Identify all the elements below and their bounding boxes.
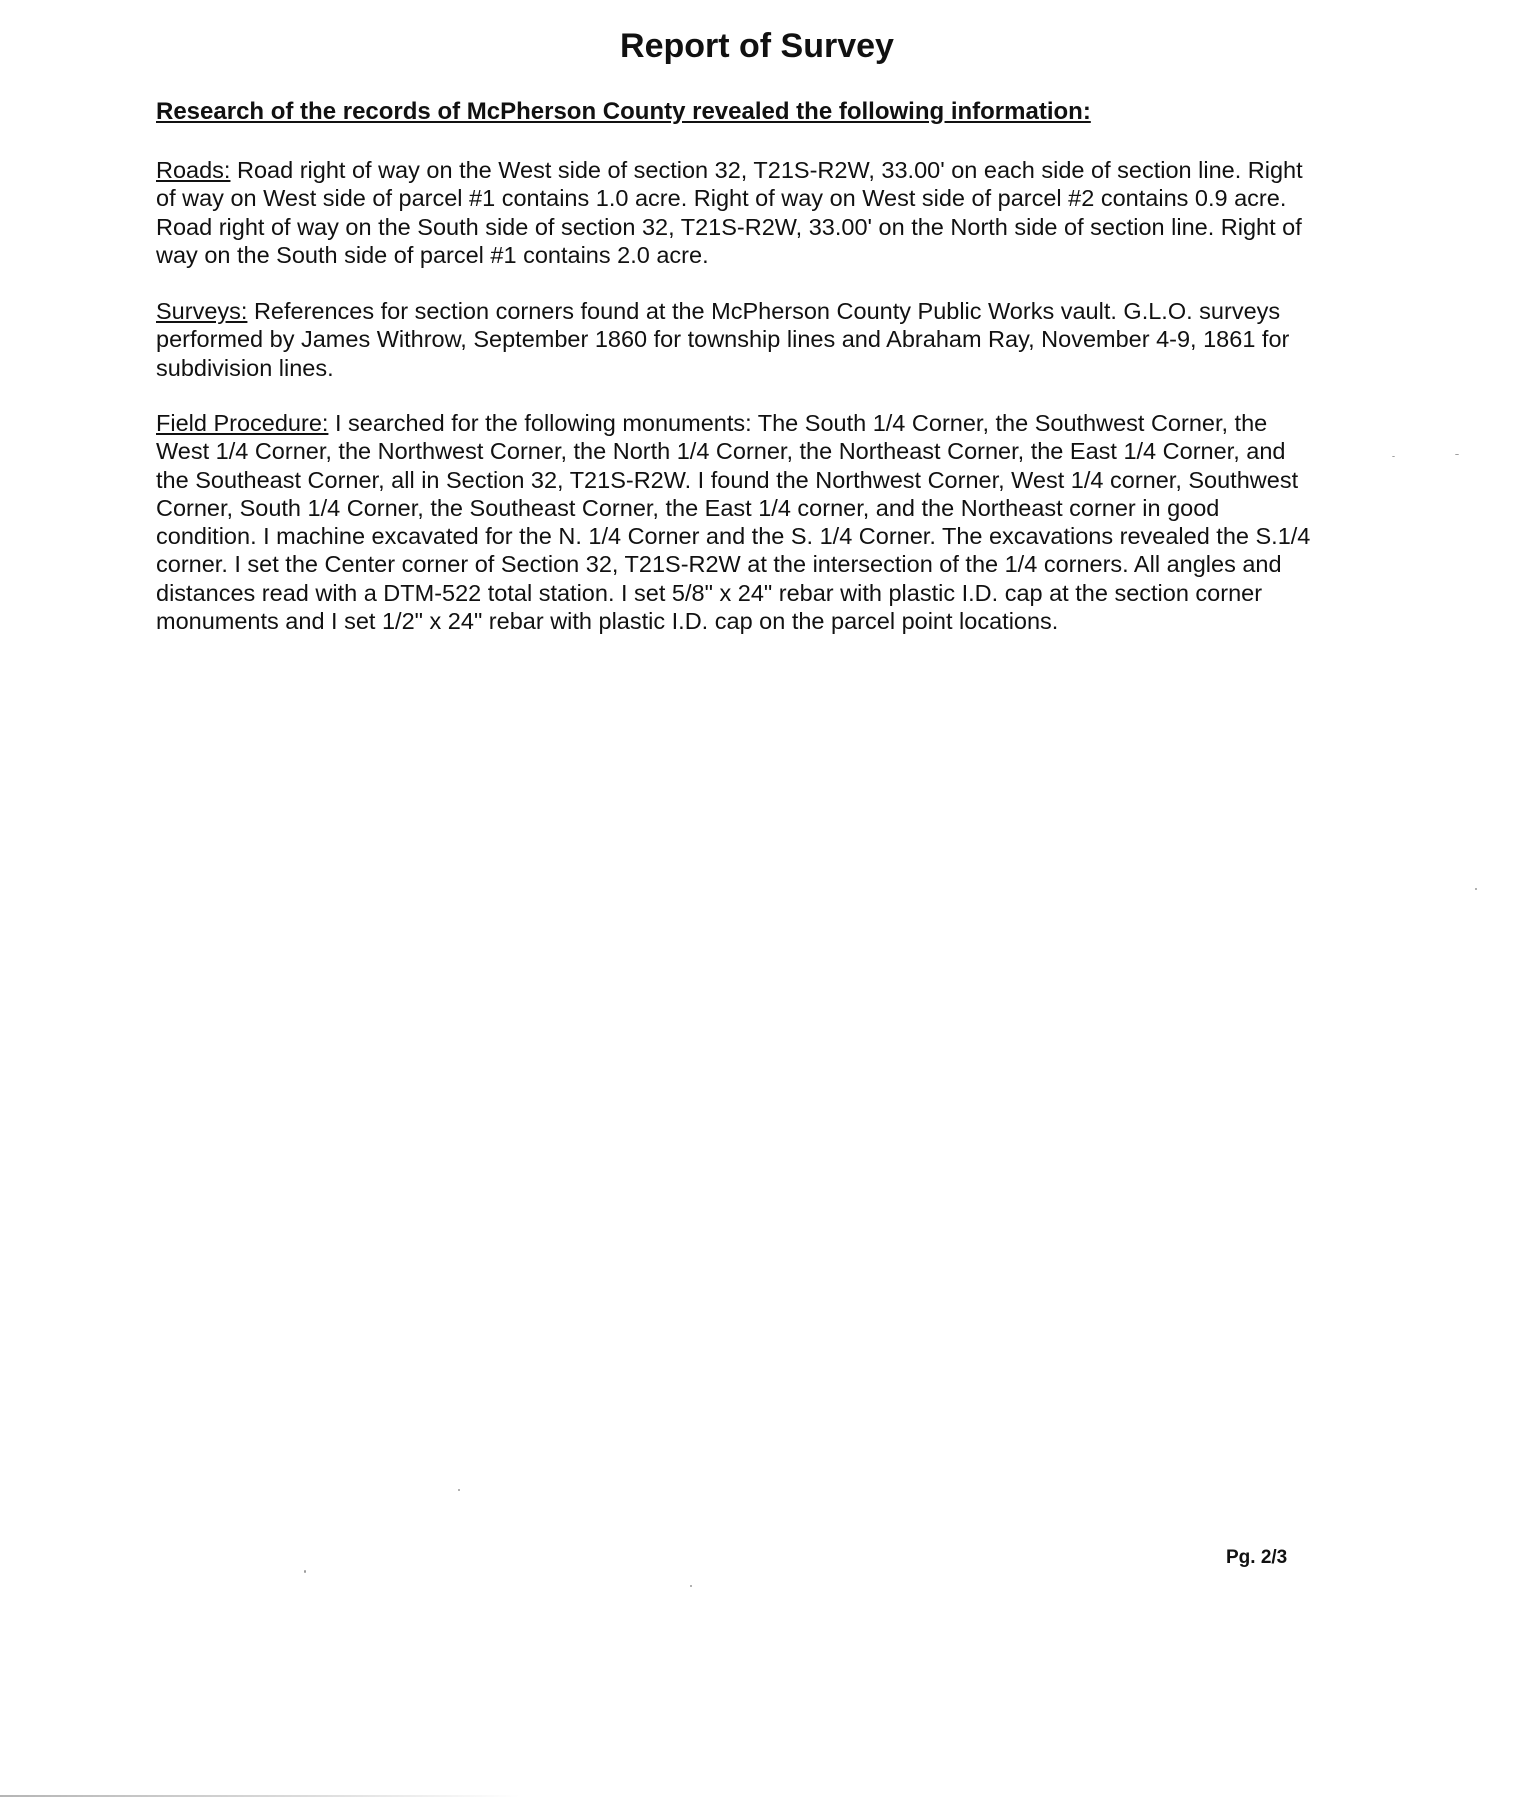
- scan-speck: [304, 1570, 306, 1573]
- scan-speck: [1475, 888, 1477, 890]
- scan-speck: [690, 1585, 692, 1587]
- scan-speck: [1455, 454, 1459, 455]
- scan-speck: [458, 1489, 460, 1491]
- roads-paragraph: [156, 156, 1321, 269]
- roads-label: Roads:: [156, 157, 231, 183]
- roads-text: Road right of way on the West side of section 32, T21S-R2W, 33.00' on each side of section line. Right of way on West side of parcel #1 contains 1.0 acre. Right of way on West side of parcel #2 contains 0.9 acre. Road right of way on the South side of section 32, T21S-R2W, 33.00' on the North side of section line. Right of way on the South side of parcel #1 contains 2.0 acre.: [156, 157, 1303, 268]
- surveys-text: References for section corners found at the McPherson County Public Works vault. G.L.O. surveys performed by James Withrow, September 1860 for township lines and Abraham Ray, November 4-9, 1861 for subdivision lines.: [156, 298, 1290, 381]
- research-heading: Research of the records of McPherson County revealed the following information:: [156, 98, 1091, 125]
- surveys-paragraph: [156, 297, 1321, 382]
- surveys-label: Surveys:: [156, 298, 248, 324]
- field-procedure-text: I searched for the following monuments: The South 1/4 Corner, the Southwest Corner, the West 1/4 Corner, the Northwest Corner, the North 1/4 Corner, the Northeast Corner, the East 1/4 Corner, and the Southeast Corner, all in Section 32, T21S-R2W. I found the Northwest Corner, West 1/4 corner, Southwest Corner, South 1/4 Corner, the Southeast Corner, the East 1/4 corner, and the Northeast corner in good condition. I machine excavated for the N. 1/4 Corner and the S. 1/4 Corner. The excavations revealed the S.1/4 corner. I set the Center corner of Section 32, T21S-R2W at the intersection of the 1/4 corners. All angles and distances read with a DTM-522 total station. I set 5/8" x 24" rebar with plastic I.D. cap at the section corner monuments and I set 1/2" x 24" rebar with plastic I.D. cap on the parcel point locations.: [156, 410, 1311, 635]
- scan-speck: [1392, 456, 1395, 457]
- field-procedure-paragraph: [156, 409, 1321, 635]
- field-procedure-label: Field Procedure:: [156, 410, 329, 436]
- scan-edge: [0, 1795, 520, 1797]
- page-number: Pg. 2/3: [1226, 1547, 1288, 1568]
- page-title: Report of Survey: [620, 27, 894, 65]
